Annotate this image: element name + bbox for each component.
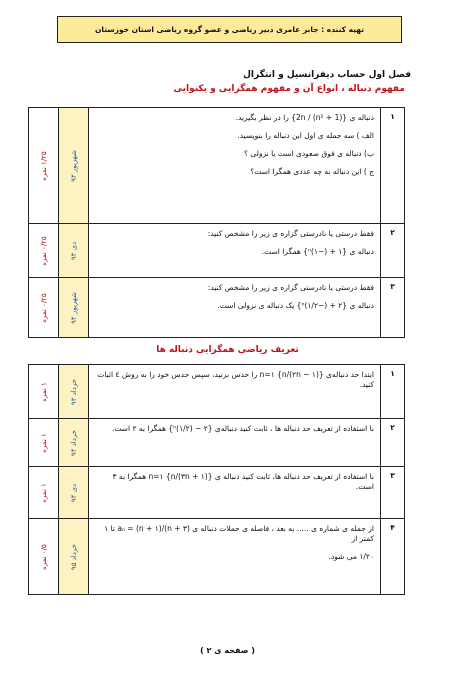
question-row — [29, 108, 405, 224]
question-line: ۱/۲۰ می شود. — [328, 552, 374, 562]
score: ۰/۵ نمره — [39, 543, 48, 570]
question-body — [89, 467, 381, 519]
score-cell — [29, 519, 59, 595]
score-cell — [29, 278, 59, 338]
question-row — [29, 519, 405, 595]
question-body — [89, 365, 381, 419]
question-body — [89, 519, 381, 595]
exam-date-cell — [59, 365, 89, 419]
exam-date: شهریور ۹۴ — [69, 291, 78, 324]
exam-date: خرداد ۹۳ — [69, 378, 78, 405]
exam-date-cell — [59, 419, 89, 467]
exam-date: خرداد ۹۴ — [69, 429, 78, 456]
question-number: ۱ — [381, 108, 405, 224]
exam-date-cell — [59, 108, 89, 224]
question-body — [89, 419, 381, 467]
question-number: ۲ — [381, 419, 405, 467]
question-row — [29, 467, 405, 519]
score: ۰/۲۵ نمره — [39, 292, 48, 323]
score: ۱/۲۵ نمره — [39, 150, 48, 181]
question-row — [29, 278, 405, 338]
question-row — [29, 419, 405, 467]
exam-date: دی ۹۴ — [69, 483, 78, 502]
question-line: الف ) سه جمله ی اول این دنباله را بنویسید. — [237, 131, 374, 141]
score: ۱ نمره — [39, 381, 48, 402]
question-line: با استفاده از تعریف حد دنباله ها ، ثابت کنید دنباله‌ی {۲ − (۱/۲)ⁿ} همگرا به ۲ است. — [111, 424, 374, 433]
exam-date: دی ۹۳ — [69, 241, 78, 260]
exam-date: شهریور ۹۳ — [69, 149, 78, 182]
exam-date-cell — [59, 278, 89, 338]
exam-date-cell — [59, 224, 89, 278]
question-line: فقط درستی یا نادرستی گزاره ی زیر را مشخص کنید: — [207, 229, 374, 238]
question-body — [89, 108, 381, 224]
question-line: دنباله ی {۱ + (−۱)ⁿ} همگرا است. — [261, 247, 374, 257]
score: ۱ نمره — [39, 432, 48, 453]
score: ۱ نمره — [39, 482, 48, 503]
score-cell — [29, 419, 59, 467]
chapter-title: فصل اول حساب دیفرانسیل و انتگرال — [243, 70, 411, 80]
exam-date-cell — [59, 519, 89, 595]
score-cell — [29, 467, 59, 519]
question-number: ۱ — [381, 365, 405, 419]
question-body — [89, 224, 381, 278]
question-number: ۴ — [381, 519, 405, 595]
exam-date-cell — [59, 467, 89, 519]
questions-table-2 — [28, 364, 405, 595]
score-cell — [29, 365, 59, 419]
section-title-convergence: تعریف ریاضی همگرایی دنباله ها — [156, 345, 299, 355]
question-line: دنباله ی {2n / (n² + 1)} را در نظر بگیرید. — [235, 113, 374, 122]
author-header — [57, 16, 402, 43]
question-line: ابتدا حد دنباله‌ی {(۲n − ۱)/n} n=۱ را حدس بزنید، سپس حدس خود را به روش ε اثبات کنید. — [97, 370, 374, 390]
question-line: با استفاده از تعریف حد دنباله ها، ثابت کنید دنباله ی {(۳n + ۱)/n} n=۱ همگرا به ۳ است. — [112, 472, 374, 492]
section-title-sequences: مفهوم دنباله ، انواع آن و مفهوم همگرایی و یکنوایی — [173, 84, 405, 94]
question-row — [29, 224, 405, 278]
score-cell — [29, 224, 59, 278]
question-line: ج ) این دنباله به چه عددی همگرا است؟ — [250, 167, 374, 177]
questions-table-1 — [28, 107, 405, 338]
page-number: ( صفحه ی ۲ ) — [200, 646, 255, 655]
question-row — [29, 365, 405, 419]
question-number: ۲ — [381, 224, 405, 278]
question-line: ب) دنباله ی فوق صعودی است یا نزولی ؟ — [243, 149, 374, 159]
score-cell — [29, 108, 59, 224]
exam-date: خرداد ۹۵ — [69, 543, 78, 570]
question-number: ۳ — [381, 278, 405, 338]
question-line: دنباله ی {۲ + (−۱/۲)ⁿ} یک دنباله ی نزولی است. — [217, 301, 374, 311]
question-line: از جمله ی شماره ی ..... به بعد ، فاصله ی جملات دنباله ی aₙ = (n + ۱)/(n + ۳) تا ۱ کمتر از — [104, 524, 374, 544]
question-body — [89, 278, 381, 338]
question-line: فقط درستی یا نادرستی گزاره ی زیر را مشخص کنید: — [207, 283, 374, 292]
author-header-text: تهیه کننده : جابر عامری دبیر ریاضی و عضو گروه ریاضی استان خوزستان — [94, 25, 365, 34]
score: ۰/۲۵ نمره — [39, 235, 48, 266]
question-number: ۳ — [381, 467, 405, 519]
